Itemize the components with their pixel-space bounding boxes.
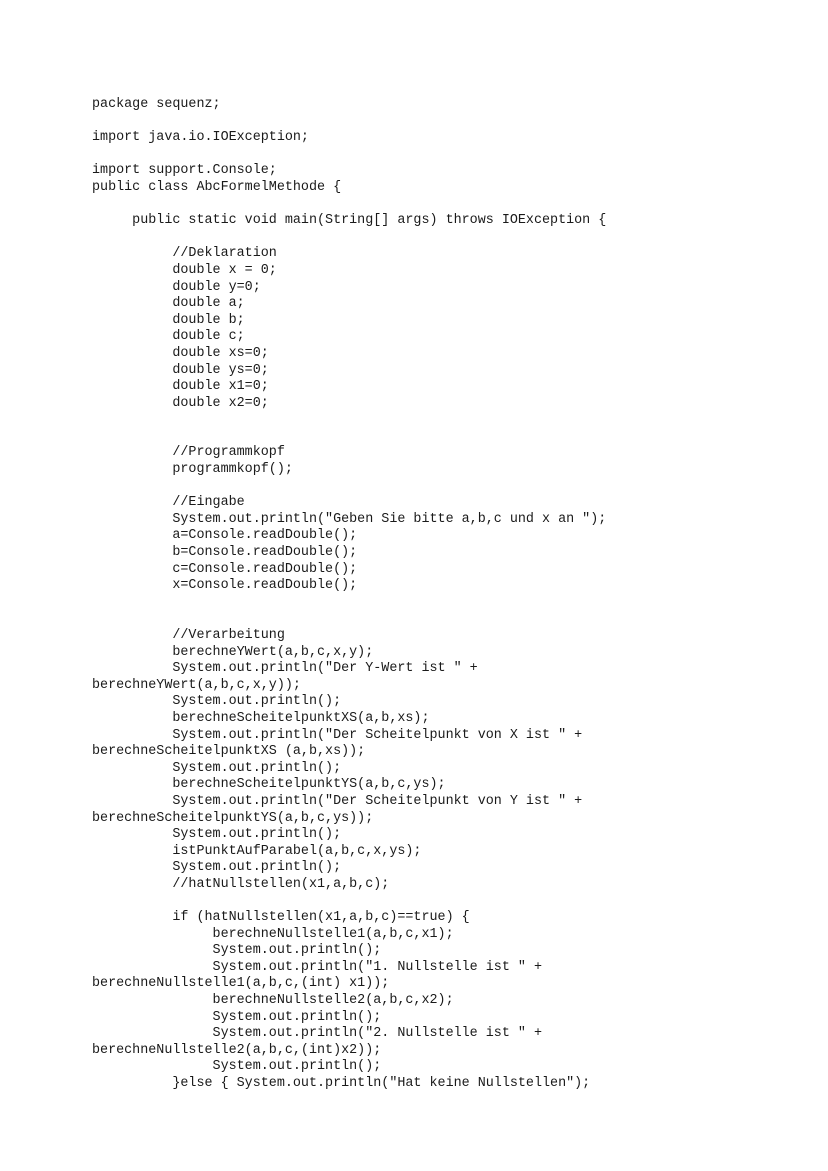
code-line: System.out.println("Der Y-Wert ist " + — [92, 661, 478, 677]
code-line — [92, 611, 792, 628]
code-line: //Verarbeitung — [92, 628, 285, 643]
code-line — [92, 412, 792, 429]
code-line: }else { System.out.println("Hat keine Nullstellen"); — [92, 1076, 591, 1092]
code-line: x=Console.readDouble(); — [92, 578, 358, 594]
code-line: double c; — [92, 329, 245, 345]
code-line: import java.io.IOException; — [92, 130, 309, 146]
code-line: System.out.println("Geben Sie bitte a,b,c und x an "); — [92, 511, 607, 527]
code-line: //Programmkopf — [92, 445, 285, 461]
code-line: System.out.println("2. Nullstelle ist " + — [92, 1026, 542, 1042]
code-line: berechneScheitelpunktXS(a,b,xs); — [92, 710, 430, 726]
code-line — [92, 595, 792, 612]
code-line: double b; — [92, 312, 245, 328]
code-line: b=Console.readDouble(); — [92, 545, 358, 561]
code-line — [92, 114, 792, 131]
code-line: public class AbcFormelMethode { — [92, 179, 342, 195]
code-line: //Deklaration — [92, 246, 277, 262]
code-line: double xs=0; — [92, 345, 269, 361]
code-line: berechneNullstelle2(a,b,c,x2); — [92, 993, 454, 1009]
code-line: System.out.println("Der Scheitelpunkt von X ist " + — [92, 727, 583, 743]
code-line: //hatNullstellen(x1,a,b,c); — [92, 876, 390, 892]
code-line — [92, 197, 792, 214]
code-line: System.out.println(); — [92, 694, 342, 710]
code-line: double x2=0; — [92, 395, 269, 411]
code-line — [92, 894, 792, 911]
code-line: System.out.println(); — [92, 1059, 382, 1075]
code-line — [92, 230, 792, 247]
code-line: berechneNullstelle1(a,b,c,(int) x1)); — [92, 976, 390, 992]
code-line: System.out.println(); — [92, 860, 342, 876]
code-line: a=Console.readDouble(); — [92, 528, 358, 544]
code-line: System.out.println(); — [92, 1009, 382, 1025]
code-line: berechneScheitelpunktYS(a,b,c,ys); — [92, 777, 446, 793]
code-line: double x = 0; — [92, 262, 277, 278]
code-line: berechneYWert(a,b,c,x,y)); — [92, 677, 301, 693]
code-line: double a; — [92, 296, 245, 312]
code-line — [92, 429, 792, 446]
code-listing — [92, 97, 792, 1093]
code-line: berechneNullstelle2(a,b,c,(int)x2)); — [92, 1042, 382, 1058]
code-line: double x1=0; — [92, 379, 269, 395]
code-line — [92, 479, 792, 496]
code-line: System.out.println(); — [92, 760, 342, 776]
code-line: if (hatNullstellen(x1,a,b,c)==true) { — [92, 910, 470, 926]
code-line: //Eingabe — [92, 495, 245, 511]
code-line: System.out.println("Der Scheitelpunkt von Y ist " + — [92, 793, 583, 809]
code-line: berechneNullstelle1(a,b,c,x1); — [92, 926, 454, 942]
code-line: package sequenz; — [92, 97, 221, 112]
code-line: System.out.println(); — [92, 827, 342, 843]
code-line: programmkopf(); — [92, 462, 293, 478]
code-line: System.out.println(); — [92, 943, 382, 959]
code-line: berechneYWert(a,b,c,x,y); — [92, 644, 374, 660]
code-line: c=Console.readDouble(); — [92, 561, 358, 577]
code-line: public static void main(String[] args) throws IOException { — [92, 213, 607, 229]
code-line: System.out.println("1. Nullstelle ist " + — [92, 959, 542, 975]
code-line — [92, 147, 792, 164]
code-line: istPunktAufParabel(a,b,c,x,ys); — [92, 843, 422, 859]
code-line: import support.Console; — [92, 163, 277, 179]
code-line: double y=0; — [92, 279, 261, 295]
code-line: berechneScheitelpunktXS (a,b,xs)); — [92, 744, 366, 760]
code-line: double ys=0; — [92, 362, 269, 378]
code-line: berechneScheitelpunktYS(a,b,c,ys)); — [92, 810, 374, 826]
